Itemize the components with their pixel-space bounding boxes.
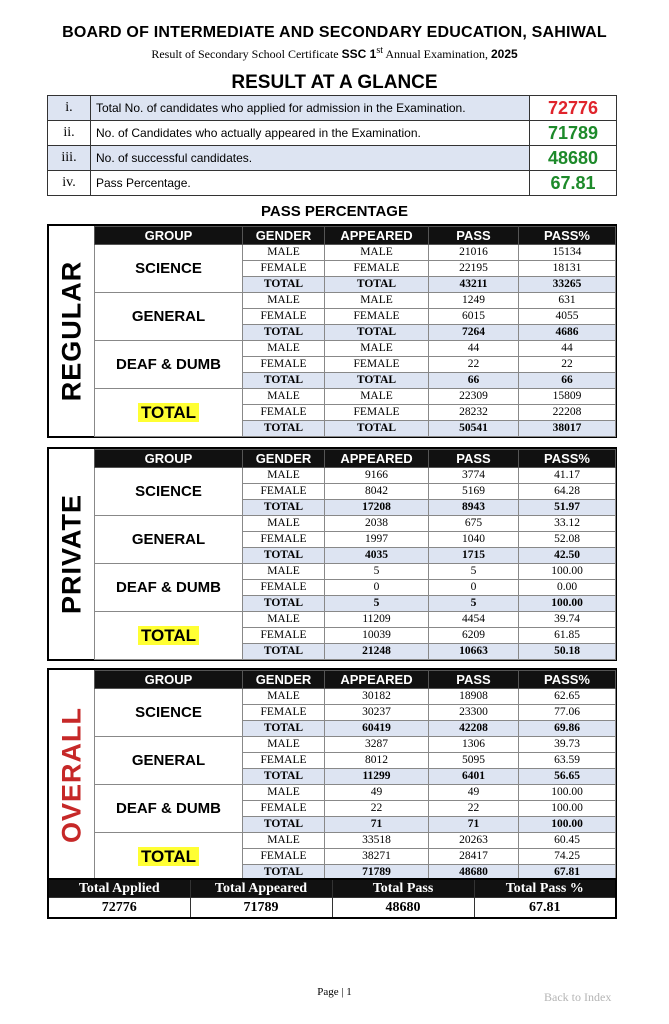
- table-cell: 23300: [429, 705, 519, 721]
- table-cell: 22309: [429, 389, 519, 405]
- section-label: [49, 449, 94, 659]
- group-name: [95, 689, 243, 737]
- group-name: [95, 293, 243, 341]
- table-cell: MALE: [243, 833, 325, 849]
- table-cell: 5: [429, 596, 519, 612]
- table-cell: 49: [325, 785, 429, 801]
- table-cell: 48680: [429, 865, 519, 881]
- glance-row-number: i.: [48, 96, 91, 121]
- group-name-text: SCIENCE: [135, 260, 202, 277]
- group-name-text: GENERAL: [131, 308, 206, 325]
- table-cell: 4454: [429, 612, 519, 628]
- table-cell: FEMALE: [243, 705, 325, 721]
- table-cell: FEMALE: [243, 849, 325, 865]
- group-name-text: TOTAL: [138, 626, 199, 645]
- column-header: PASS%: [519, 671, 616, 689]
- board-title: BOARD OF INTERMEDIATE AND SECONDARY EDUCATION, SAHIWAL: [62, 24, 607, 41]
- table-cell: FEMALE: [325, 405, 429, 421]
- table-cell: 38271: [325, 849, 429, 865]
- table-cell: 71: [325, 817, 429, 833]
- subtitle-exam: SSC 1: [341, 47, 377, 61]
- table-cell: 44: [429, 341, 519, 357]
- summary-label: Total Pass %: [474, 879, 616, 898]
- glance-row-number: ii.: [48, 121, 91, 146]
- table-row: [95, 389, 616, 405]
- table-cell: 1249: [429, 293, 519, 309]
- table-cell: TOTAL: [243, 721, 325, 737]
- table-cell: MALE: [325, 245, 429, 261]
- table-cell: 44: [519, 341, 616, 357]
- subtitle-pre: Result of Secondary School Certificate: [151, 47, 342, 61]
- table-cell: 5095: [429, 753, 519, 769]
- table-row: [95, 785, 616, 801]
- table-cell: 7264: [429, 325, 519, 341]
- column-header: GROUP: [95, 227, 243, 245]
- summary-value: 72776: [48, 898, 190, 919]
- overall-section: [47, 668, 617, 881]
- table-cell: 63.59: [519, 753, 616, 769]
- table-cell: 6015: [429, 309, 519, 325]
- section-label-text: PRIVATE: [56, 493, 86, 615]
- header-row: [95, 671, 616, 689]
- table-cell: 67.81: [519, 865, 616, 881]
- table-cell: 60.45: [519, 833, 616, 849]
- table-row: [95, 689, 616, 705]
- table-cell: FEMALE: [325, 357, 429, 373]
- column-header: PASS: [429, 671, 519, 689]
- exam-subtitle: [0, 45, 669, 62]
- summary-table: [47, 878, 617, 919]
- table-cell: 28417: [429, 849, 519, 865]
- table-cell: TOTAL: [243, 548, 325, 564]
- table-cell: TOTAL: [243, 500, 325, 516]
- private-section: [47, 447, 617, 661]
- table-cell: MALE: [243, 389, 325, 405]
- table-cell: MALE: [243, 341, 325, 357]
- group-name: [95, 516, 243, 564]
- summary-value: 48680: [332, 898, 474, 919]
- table-cell: 11299: [325, 769, 429, 785]
- glance-row-value: 67.81: [530, 171, 617, 196]
- table-cell: TOTAL: [243, 373, 325, 389]
- table-cell: 66: [429, 373, 519, 389]
- table-cell: 3774: [429, 468, 519, 484]
- table-cell: 50.18: [519, 644, 616, 660]
- table-cell: MALE: [325, 389, 429, 405]
- table-cell: 631: [519, 293, 616, 309]
- table-row: [95, 737, 616, 753]
- section-label: [49, 226, 94, 436]
- table-row: [95, 468, 616, 484]
- table-cell: TOTAL: [243, 865, 325, 881]
- table-cell: 39.73: [519, 737, 616, 753]
- table-row: [95, 612, 616, 628]
- section-label-text: REGULAR: [56, 260, 86, 402]
- table-cell: TOTAL: [325, 373, 429, 389]
- table-cell: 18908: [429, 689, 519, 705]
- table-cell: 15809: [519, 389, 616, 405]
- table-cell: 61.85: [519, 628, 616, 644]
- table-cell: 28232: [429, 405, 519, 421]
- table-cell: 8012: [325, 753, 429, 769]
- table-cell: 22: [429, 357, 519, 373]
- table-cell: 42.50: [519, 548, 616, 564]
- glance-row-label: Pass Percentage.: [91, 171, 530, 196]
- results-table: [94, 670, 616, 881]
- table-cell: 100.00: [519, 596, 616, 612]
- table-cell: 4686: [519, 325, 616, 341]
- table-cell: 38017: [519, 421, 616, 437]
- table-cell: 41.17: [519, 468, 616, 484]
- table-cell: TOTAL: [243, 817, 325, 833]
- group-name: [95, 389, 243, 437]
- back-to-index-link[interactable]: Back to Index: [544, 990, 612, 1004]
- subtitle-post: Annual Examination,: [382, 47, 491, 61]
- table-cell: 52.08: [519, 532, 616, 548]
- table-cell: FEMALE: [243, 628, 325, 644]
- table-cell: 42208: [429, 721, 519, 737]
- table-cell: 1040: [429, 532, 519, 548]
- table-cell: 22: [325, 801, 429, 817]
- table-cell: FEMALE: [243, 484, 325, 500]
- group-name: [95, 785, 243, 833]
- table-cell: 100.00: [519, 817, 616, 833]
- group-name-text: TOTAL: [138, 403, 199, 422]
- column-header: APPEARED: [325, 227, 429, 245]
- glance-row-label: No. of successful candidates.: [91, 146, 530, 171]
- table-cell: 33518: [325, 833, 429, 849]
- table-cell: TOTAL: [243, 277, 325, 293]
- glance-row-number: iii.: [48, 146, 91, 171]
- regular-section: [47, 224, 617, 438]
- table-cell: 30182: [325, 689, 429, 705]
- glance-row: [48, 171, 617, 196]
- table-cell: MALE: [243, 612, 325, 628]
- table-cell: FEMALE: [325, 261, 429, 277]
- table-cell: 43211: [429, 277, 519, 293]
- table-cell: TOTAL: [325, 325, 429, 341]
- table-cell: MALE: [243, 689, 325, 705]
- table-cell: FEMALE: [243, 532, 325, 548]
- glance-row-value: 71789: [530, 121, 617, 146]
- glance-row-label: Total No. of candidates who applied for admission in the Examination.: [91, 96, 530, 121]
- header-row: [95, 450, 616, 468]
- table-cell: 22: [519, 357, 616, 373]
- glance-title: RESULT AT A GLANCE: [231, 72, 438, 93]
- table-cell: MALE: [325, 293, 429, 309]
- table-cell: 8042: [325, 484, 429, 500]
- summary-value: 67.81: [474, 898, 616, 919]
- table-cell: MALE: [243, 468, 325, 484]
- group-name-text: GENERAL: [131, 531, 206, 548]
- table-cell: 17208: [325, 500, 429, 516]
- table-cell: TOTAL: [243, 644, 325, 660]
- table-cell: 66: [519, 373, 616, 389]
- column-header: GROUP: [95, 450, 243, 468]
- table-cell: 49: [429, 785, 519, 801]
- group-name-text: DEAF & DUMB: [116, 800, 221, 817]
- table-row: [95, 564, 616, 580]
- summary-value-row: [48, 898, 616, 919]
- table-cell: 100.00: [519, 564, 616, 580]
- column-header: GENDER: [243, 450, 325, 468]
- table-cell: 4035: [325, 548, 429, 564]
- table-cell: 5169: [429, 484, 519, 500]
- summary-label: Total Pass: [332, 879, 474, 898]
- table-cell: 675: [429, 516, 519, 532]
- table-cell: 6401: [429, 769, 519, 785]
- glance-row-value: 48680: [530, 146, 617, 171]
- table-cell: TOTAL: [243, 769, 325, 785]
- table-row: [95, 341, 616, 357]
- table-cell: 20263: [429, 833, 519, 849]
- table-cell: 2038: [325, 516, 429, 532]
- group-name: [95, 468, 243, 516]
- table-cell: FEMALE: [243, 753, 325, 769]
- table-cell: 0: [429, 580, 519, 596]
- table-row: [95, 293, 616, 309]
- column-header: GROUP: [95, 671, 243, 689]
- table-cell: TOTAL: [243, 325, 325, 341]
- subtitle-sup: st: [376, 45, 383, 56]
- results-table: [94, 226, 616, 437]
- table-cell: MALE: [243, 564, 325, 580]
- table-cell: 15134: [519, 245, 616, 261]
- table-cell: FEMALE: [243, 357, 325, 373]
- table-cell: 10663: [429, 644, 519, 660]
- table-cell: 3287: [325, 737, 429, 753]
- column-header: APPEARED: [325, 450, 429, 468]
- table-cell: 0: [325, 580, 429, 596]
- group-name-text: SCIENCE: [135, 704, 202, 721]
- subtitle-year: 2025: [490, 47, 518, 61]
- table-cell: 64.28: [519, 484, 616, 500]
- table-cell: 69.86: [519, 721, 616, 737]
- column-header: PASS%: [519, 227, 616, 245]
- glance-row: [48, 146, 617, 171]
- table-cell: 22195: [429, 261, 519, 277]
- section-label-text: OVERALL: [56, 706, 86, 843]
- table-cell: 50541: [429, 421, 519, 437]
- table-cell: 11209: [325, 612, 429, 628]
- table-cell: TOTAL: [325, 277, 429, 293]
- table-cell: 100.00: [519, 801, 616, 817]
- table-cell: 10039: [325, 628, 429, 644]
- table-cell: 5: [429, 564, 519, 580]
- table-cell: 71: [429, 817, 519, 833]
- table-cell: 56.65: [519, 769, 616, 785]
- table-cell: FEMALE: [325, 309, 429, 325]
- table-cell: MALE: [243, 293, 325, 309]
- table-cell: 30237: [325, 705, 429, 721]
- table-cell: TOTAL: [325, 421, 429, 437]
- summary-value: 71789: [190, 898, 332, 919]
- table-cell: 22208: [519, 405, 616, 421]
- table-cell: 22: [429, 801, 519, 817]
- table-cell: 77.06: [519, 705, 616, 721]
- group-name: [95, 737, 243, 785]
- page-number: Page | 1: [317, 986, 352, 998]
- group-name-text: SCIENCE: [135, 483, 202, 500]
- table-cell: MALE: [243, 516, 325, 532]
- group-name: [95, 612, 243, 660]
- summary-label: Total Applied: [48, 879, 190, 898]
- table-cell: 71789: [325, 865, 429, 881]
- glance-row: [48, 96, 617, 121]
- table-cell: MALE: [243, 785, 325, 801]
- table-cell: 100.00: [519, 785, 616, 801]
- table-cell: FEMALE: [243, 405, 325, 421]
- table-cell: 62.65: [519, 689, 616, 705]
- group-name-text: DEAF & DUMB: [116, 356, 221, 373]
- group-name-text: TOTAL: [138, 847, 199, 866]
- glance-row-number: iv.: [48, 171, 91, 196]
- table-row: [95, 516, 616, 532]
- table-cell: FEMALE: [243, 309, 325, 325]
- table-cell: 33.12: [519, 516, 616, 532]
- table-row: [95, 833, 616, 849]
- summary-label: Total Appeared: [190, 879, 332, 898]
- table-cell: MALE: [243, 737, 325, 753]
- column-header: GENDER: [243, 671, 325, 689]
- table-cell: 1306: [429, 737, 519, 753]
- table-cell: FEMALE: [243, 261, 325, 277]
- table-cell: 1997: [325, 532, 429, 548]
- table-cell: TOTAL: [243, 596, 325, 612]
- group-name: [95, 341, 243, 389]
- section-label: [49, 670, 94, 879]
- glance-table: [47, 95, 617, 196]
- table-cell: 1715: [429, 548, 519, 564]
- table-cell: FEMALE: [243, 801, 325, 817]
- column-header: PASS: [429, 227, 519, 245]
- group-name: [95, 564, 243, 612]
- table-cell: 9166: [325, 468, 429, 484]
- table-row: [95, 245, 616, 261]
- table-cell: 33265: [519, 277, 616, 293]
- table-cell: TOTAL: [243, 421, 325, 437]
- table-cell: 6209: [429, 628, 519, 644]
- table-cell: MALE: [243, 245, 325, 261]
- group-name-text: GENERAL: [131, 752, 206, 769]
- table-cell: 18131: [519, 261, 616, 277]
- table-cell: 39.74: [519, 612, 616, 628]
- glance-row: [48, 121, 617, 146]
- table-cell: MALE: [325, 341, 429, 357]
- glance-row-label: No. of Candidates who actually appeared in the Examination.: [91, 121, 530, 146]
- table-cell: 21248: [325, 644, 429, 660]
- table-cell: 74.25: [519, 849, 616, 865]
- pass-percentage-title: PASS PERCENTAGE: [261, 203, 408, 220]
- table-cell: FEMALE: [243, 580, 325, 596]
- table-cell: 21016: [429, 245, 519, 261]
- column-header: APPEARED: [325, 671, 429, 689]
- column-header: GENDER: [243, 227, 325, 245]
- table-cell: 60419: [325, 721, 429, 737]
- table-cell: 4055: [519, 309, 616, 325]
- results-table: [94, 449, 616, 660]
- group-name: [95, 245, 243, 293]
- table-cell: 5: [325, 564, 429, 580]
- summary-header-row: [48, 879, 616, 898]
- table-cell: 0.00: [519, 580, 616, 596]
- table-cell: 51.97: [519, 500, 616, 516]
- header-row: [95, 227, 616, 245]
- table-cell: 5: [325, 596, 429, 612]
- group-name: [95, 833, 243, 881]
- column-header: PASS%: [519, 450, 616, 468]
- column-header: PASS: [429, 450, 519, 468]
- group-name-text: DEAF & DUMB: [116, 579, 221, 596]
- glance-row-value: 72776: [530, 96, 617, 121]
- table-cell: 8943: [429, 500, 519, 516]
